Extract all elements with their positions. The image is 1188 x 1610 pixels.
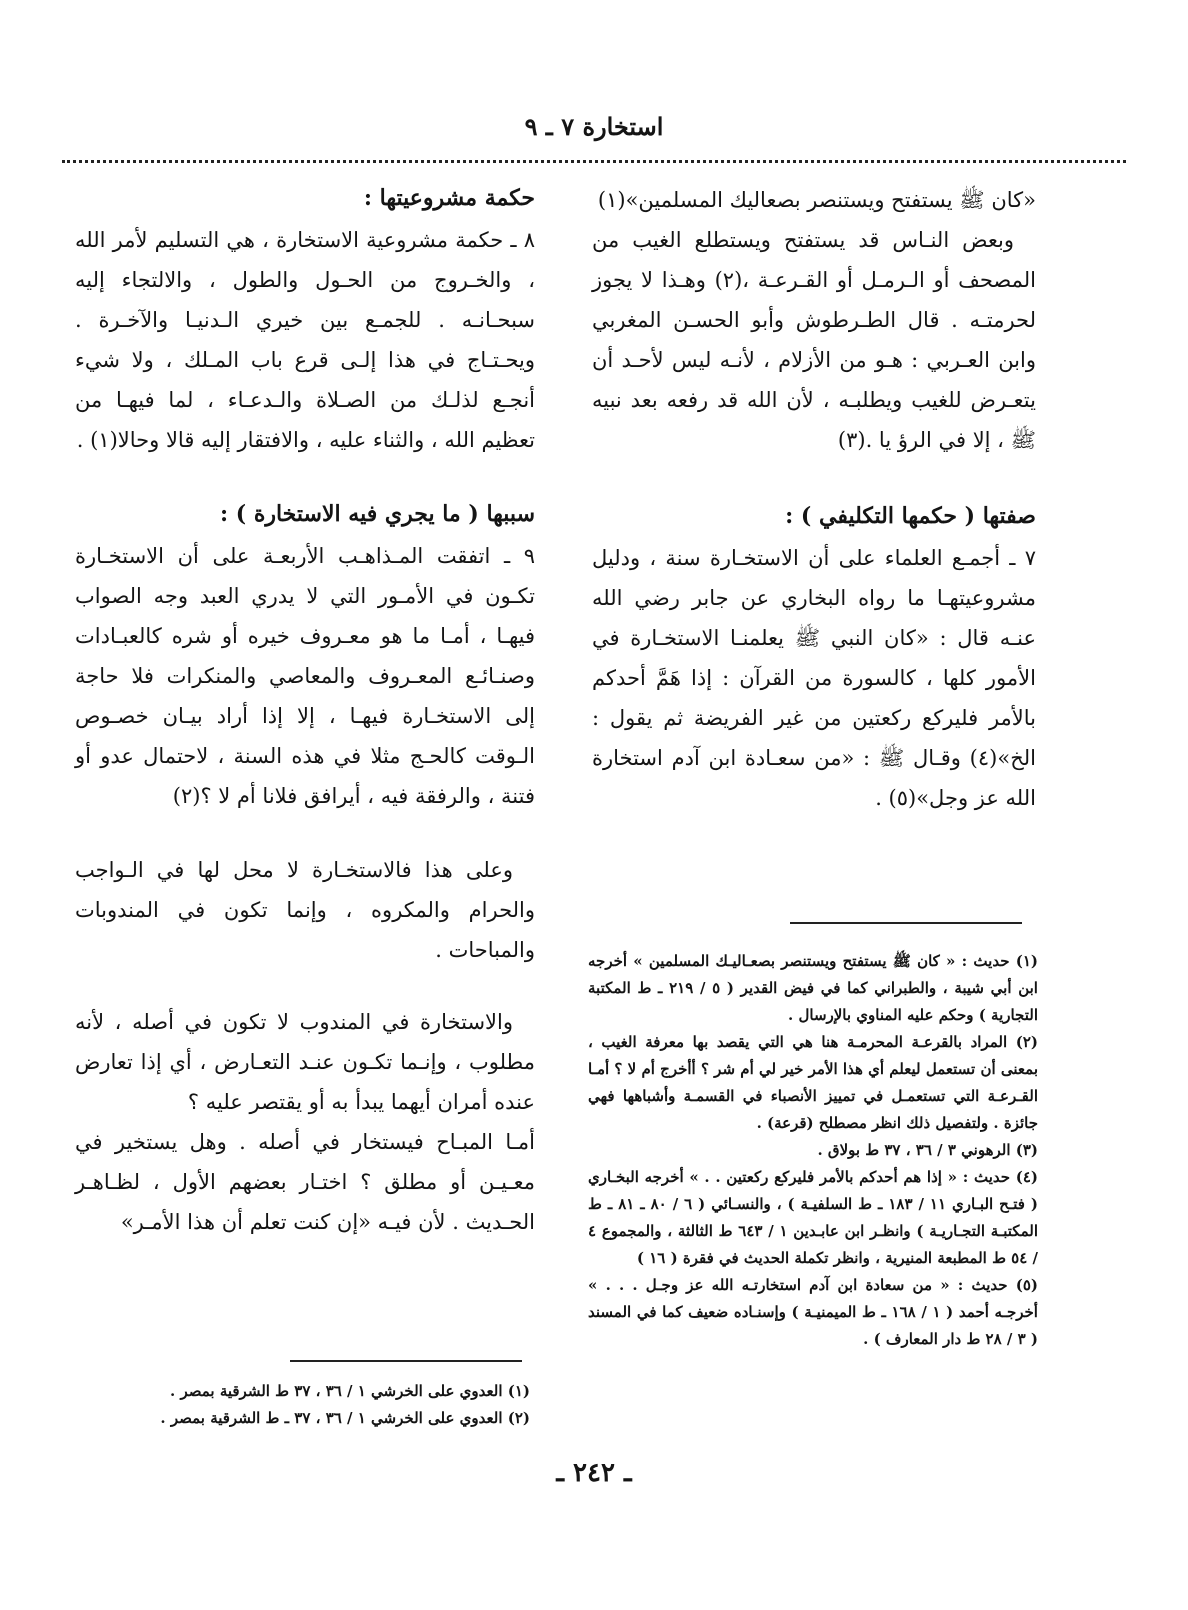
footnotes-left	[80, 1378, 530, 1432]
page-number: ـ ٢٤٢ ـ	[556, 1458, 632, 1488]
header-dotted-divider	[62, 160, 1126, 163]
footnote: (٥) حديث : « من سعادة ابن آدم استخارتـه الله عز وجـل . . . » أخرجـه أحمد ( ١ / ١٦٨ ـ ط الميمنيـة ) وإسنـاده ضعيف كما في المسند ( ٣ / ٢٨ ط دار المعارف ) .	[588, 1276, 1038, 1348]
paragraph: أمـا المبـاح فيستخار في أصله . وهل يستخير في معـيـن أو مطلق ؟ اختـار بعضهم الأول ، لظـاهـر الحـديث . لأن فيـه «إن كنت تعلم أن هذا الأمـر»	[75, 1130, 535, 1234]
paragraph: وبعض النـاس قد يستفتح ويستطلع الغيب من المصحف أو الـرمـل أو القـرعـة ،(٢) وهـذا لا يجوز لحرمتـه . قال الطـرطوش وأبو الحسـن المغربي وابن العـربي : هـو من الأزلام ، لأنـه ليس لأحـد أن يتعـرض للغيب ويطلبـه ، لأن الله قد رفعه بعد نبيه ﷺ ، إلا في الرؤ يا .(٣)	[592, 228, 1036, 452]
page-header: استخارة ٧ ـ ٩	[524, 112, 664, 141]
paragraph: وعلى هذا فالاستخـارة لا محل لها في الـواجب والحرام والمكروه ، وإنما تكون في المندوبات والمباحات .	[75, 858, 535, 962]
footnote: (١) العدوي على الخرشي ١ / ٣٦ ، ٣٧ ط الشرقية بمصر .	[170, 1382, 530, 1400]
section-heading: حكمة مشروعيتها :	[363, 185, 535, 211]
section-heading: سببها ( ما يجري فيه الاستخارة ) :	[219, 501, 535, 527]
section-heading: صفتها ( حكمها التكليفي ) :	[785, 503, 1036, 529]
footnote: (٢) العدوي على الخرشي ١ / ٣٦ ، ٣٧ ـ ط الشرقية بمصر .	[160, 1409, 530, 1427]
right-column	[592, 180, 1036, 818]
footnotes-right	[588, 948, 1038, 1353]
paragraph: ٧ ـ أجمـع العلماء على أن الاستخـارة سنة ، ودليل مشروعيتهـا ما رواه البخاري عن جابر رضي الله عنـه قال : «كان النبي ﷺ يعلمنـا الاستخـارة في الأمور كلها ، كالسورة من القرآن : إذا هَمَّ أحدكم بالأمر فليركع ركعتين من غير الفريضة ثم يقول : الخ»(٤) وقـال ﷺ : «من سعـادة ابن آدم استخارة الله عز وجل»(٥) .	[592, 546, 1036, 810]
left-column	[75, 180, 535, 1242]
footnote-rule	[790, 922, 1022, 924]
paragraph: والاستخارة في المندوب لا تكون في أصله ، لأنه مطلوب ، وإنـما تكـون عنـد التعـارض ، أي إذا تعارض عنده أمران أيهما يبدأ به أو يقتصر عليه ؟	[75, 1010, 535, 1114]
paragraph: ٨ ـ حكمة مشروعية الاستخارة ، هي التسليم لأمر الله ، والخـروج من الحـول والطول ، والالتجاء إليه سبحـانـه . للجمـع بين خيري الـدنيـا والآخـرة . ويحـتـاج في هذا إلـى قرع باب المـلك ، ولا شيء أنجـع لذلـك من الصـلاة والـدعـاء ، لما فيهـا من تعظيم الله ، والثناء عليه ، والافتقار إليه قالا وحالا(١) .	[75, 228, 535, 452]
footnote: (٣) الرهوني ٣ / ٣٦ ، ٣٧ ط بولاق .	[817, 1141, 1038, 1159]
intro-quote: «كان ﷺ يستفتح ويستنصر بصعاليك المسلمين»(١)	[597, 188, 1036, 212]
footnote: (١) حديث : « كان ﷺ يستفتح ويستنصر بصعـاليـك المسلمين » أخرجه ابن أبي شيبة ، والطبراني كما في فيض القدير ( ٥ / ٢١٩ ـ ط المكتبة التجارية ) وحكم عليه المناوي بالإرسال .	[588, 952, 1038, 1024]
footnote: (٢) المراد بالقرعـة المحرمـة هنا هي التي يقصد بها معرفة الغيب ، بمعنى أن تستعمل ليعلم أي هذا الأمر خير لي أم شر ؟ أأخرج أم لا ؟ أمـا القـرعـة التي تستعمـل في تمييز الأنصباء في القسمـة وأشباهها فهي جائزة . ولتفصيل ذلك انظر مصطلح (قرعة) .	[588, 1033, 1038, 1132]
footnote: (٤) حديث : « إذا هم أحدكم بالأمر فليركع ركعتين . . » أخرجه البخـاري ( فتـح البـاري ١١ / ١٨٣ ـ ط السلفيـة ) ، والنسـائي ( ٦ / ٨٠ ـ ٨١ ـ ط المكتبـة التجـاريـة ) وانظـر ابن عابـدين ١ / ٦٤٣ ط الثالثة ، والمجموع ٤ / ٥٤ ط المطبعة المنيرية ، وانظر تكملة الحديث في فقرة ( ١٦ )	[588, 1168, 1038, 1267]
footnote-rule	[290, 1360, 522, 1362]
paragraph: ٩ ـ اتفقت المـذاهـب الأربعـة على أن الاستخـارة تكـون في الأمـور التي لا يدري العبد وجه الصواب فيهـا ، أمـا ما هو معـروف خيره أو شره كالعبـادات وصنـائـع المعـروف والمعاصي والمنكرات فلا حاجة إلى الاستخـارة فيهـا ، إلا إذا أراد بيـان خصـوص الـوقت كالحـج مثلا في هذه السنة ، لاحتمال عدو أو فتنة ، والرفقة فيه ، أيرافق فلانا أم لا ؟(٢)	[75, 544, 535, 808]
